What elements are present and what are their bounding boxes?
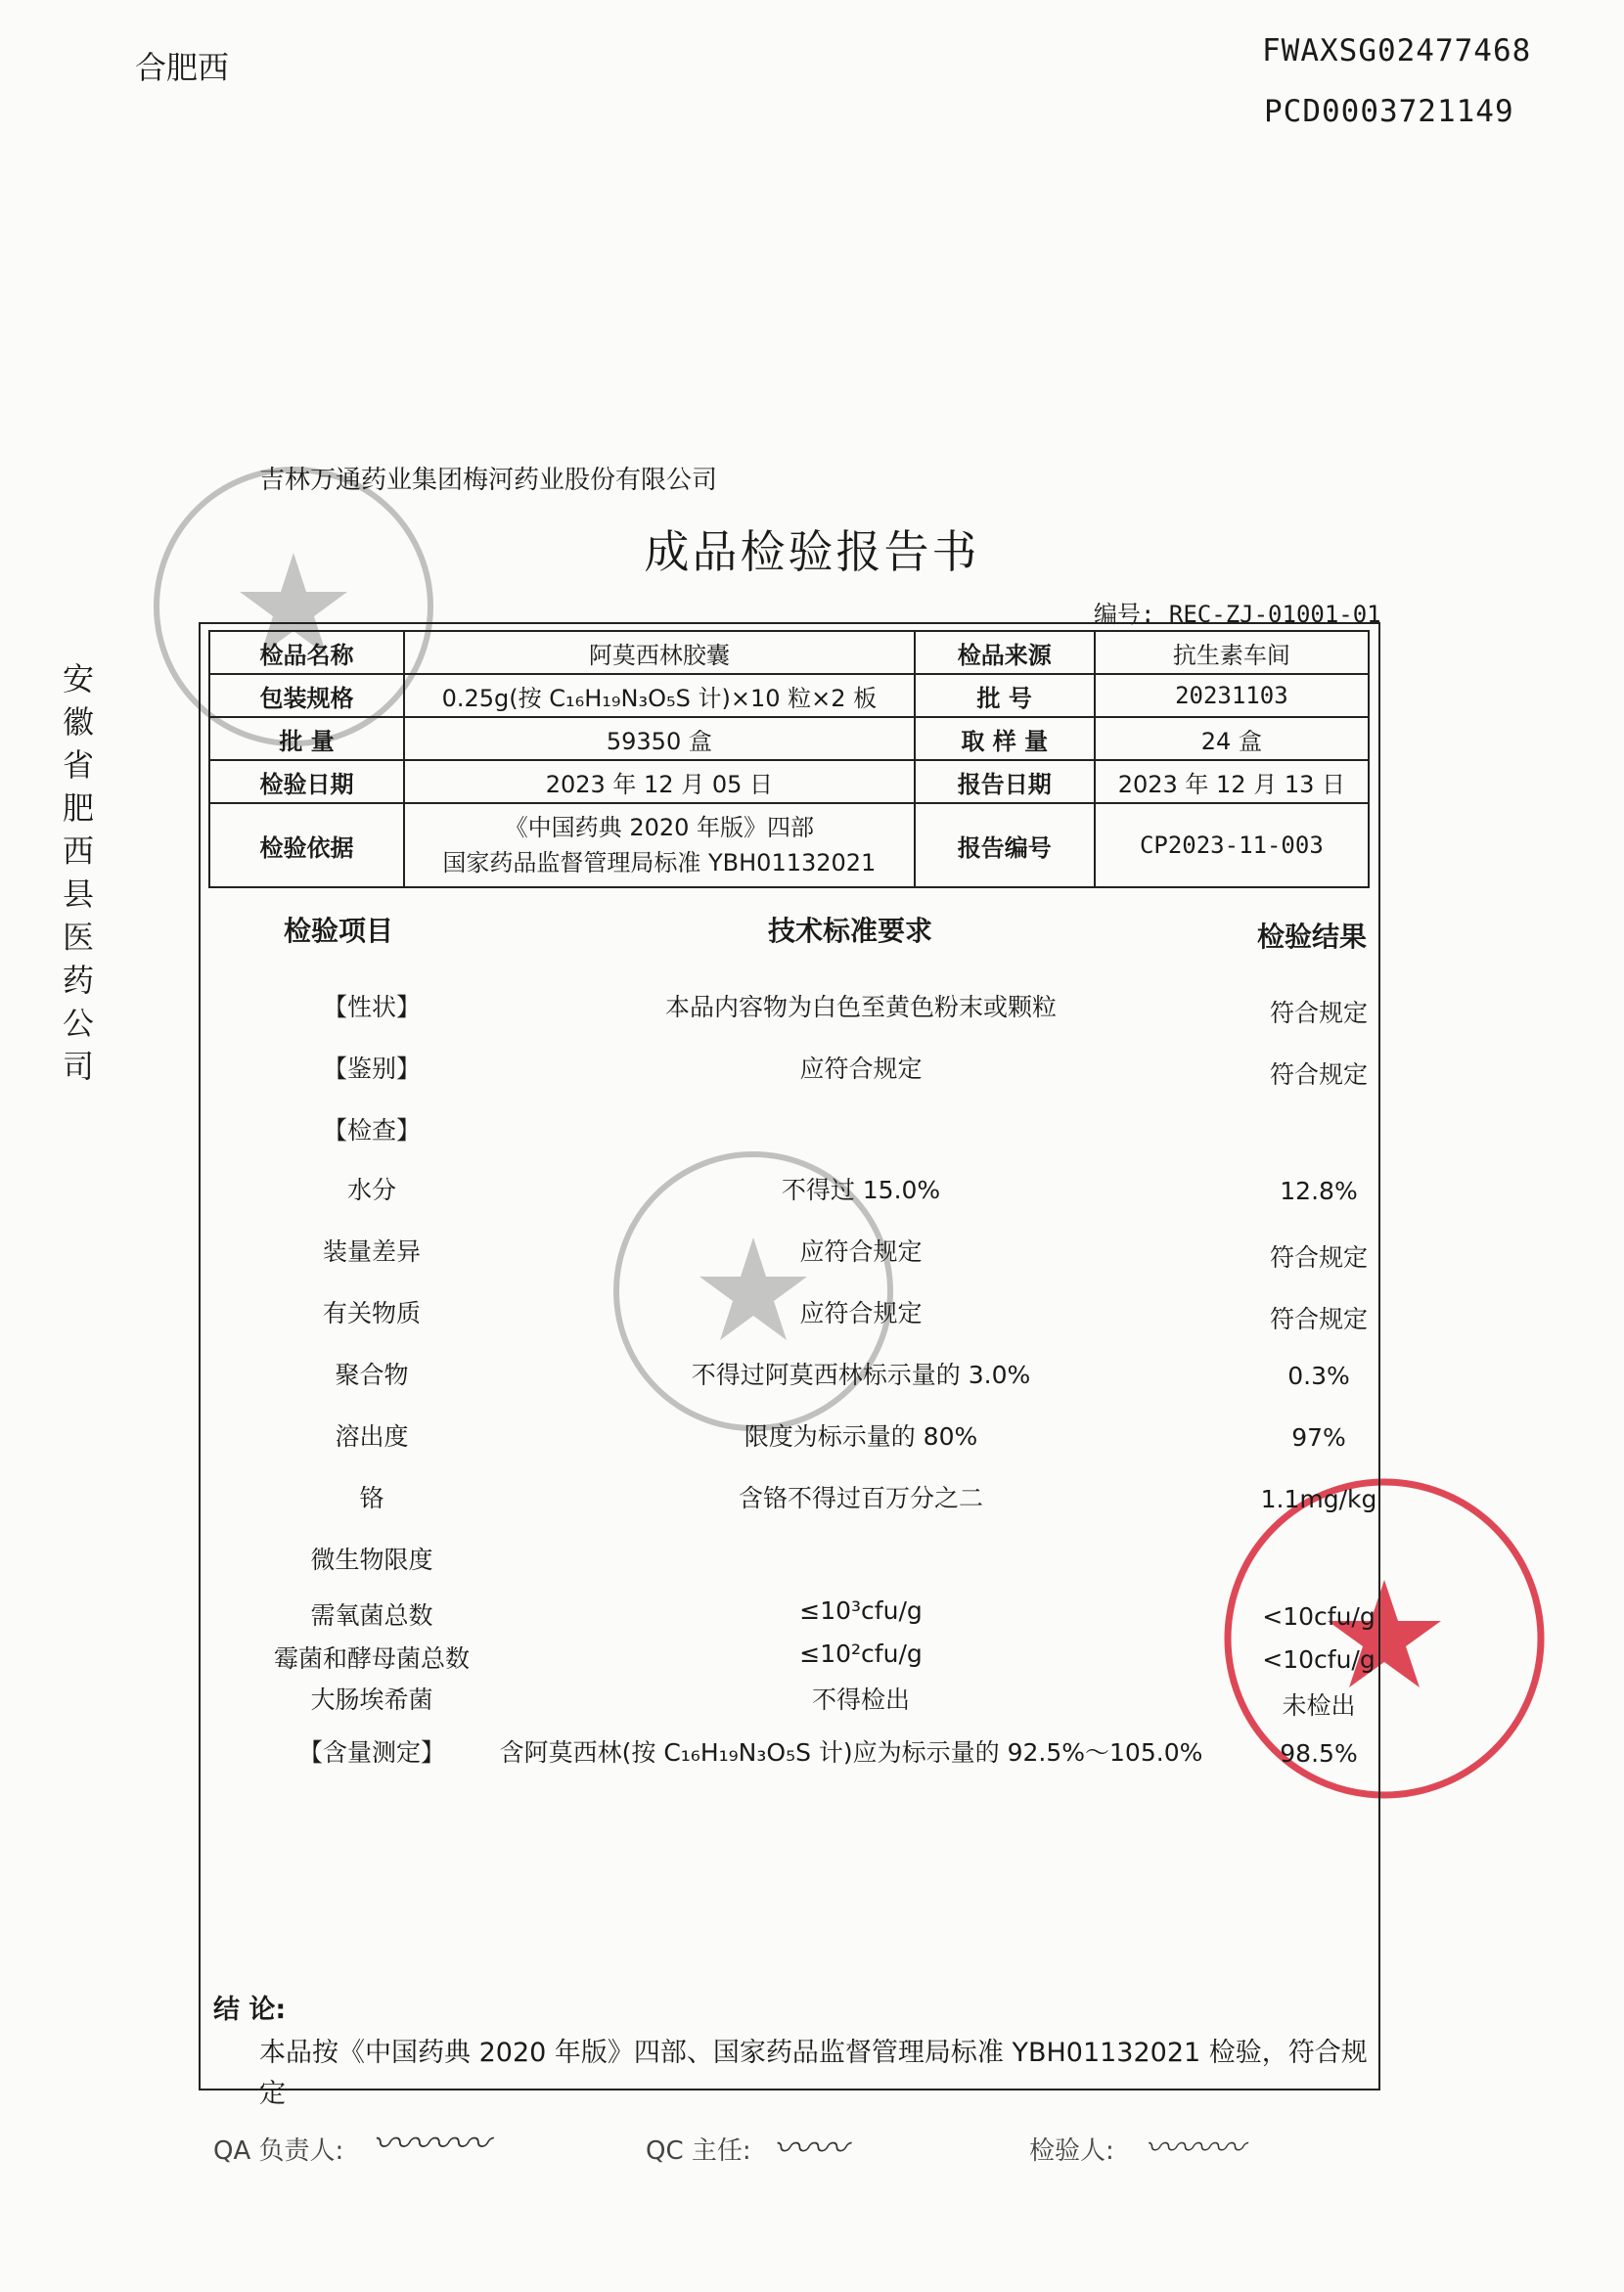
row-item: 【检查】 — [322, 1116, 421, 1145]
row-result: 97% — [1291, 1423, 1346, 1452]
basis-line-2: 国家药品监督管理局标准 YBH01132021 — [442, 849, 877, 876]
spec-value: 0.25g(按 C₁₆H₁₉N₃O₅S 计)×10 粒×2 板 — [404, 674, 915, 717]
sample-label: 取 样 量 — [915, 717, 1095, 760]
product-name-label: 检品名称 — [209, 631, 404, 674]
batch-no-label: 批 号 — [915, 674, 1095, 717]
row-item: 需氧菌总数 — [310, 1601, 433, 1630]
col-header-item: 检验项目 — [284, 915, 394, 947]
row-standard: 本品内容物为白色至黄色粉末或颗粒 — [664, 993, 1057, 1021]
row-result: 1.1mg/kg — [1260, 1485, 1377, 1513]
row-item: 溶出度 — [335, 1422, 409, 1451]
company-name: 吉林万通药业集团梅河药业股份有限公司 — [259, 466, 718, 495]
row-item: 聚合物 — [335, 1361, 409, 1389]
report-no-value: CP2023-11-003 — [1095, 803, 1369, 887]
row-result: 98.5% — [1280, 1739, 1358, 1768]
row-item: 有关物质 — [322, 1299, 421, 1327]
row-standard: 不得过 15.0% — [781, 1176, 941, 1204]
row-standard: 应符合规定 — [799, 1299, 923, 1327]
row-item: 【鉴别】 — [322, 1055, 421, 1083]
row-item: 霉菌和酵母菌总数 — [273, 1644, 470, 1673]
report-date-label: 报告日期 — [915, 760, 1095, 803]
qc-signature: 〰〰 — [773, 2127, 848, 2170]
report-date-value: 2023 年 12 月 13 日 — [1095, 760, 1369, 803]
inspector-label: 检验人: — [1029, 2136, 1114, 2166]
basis-value — [404, 803, 915, 887]
qa-label: QA 负责人: — [213, 2136, 344, 2166]
test-date-label: 检验日期 — [209, 760, 404, 803]
report-title: 成品检验报告书 — [644, 525, 980, 578]
test-date-value: 2023 年 12 月 05 日 — [404, 760, 915, 803]
col-header-standard: 技术标准要求 — [768, 915, 933, 947]
product-name: 阿莫西林胶囊 — [404, 631, 915, 674]
row-item: 水分 — [346, 1176, 396, 1204]
header-code-1: FWAXSG02477468 — [1262, 33, 1532, 68]
row-standard: 含阿莫西林(按 C₁₆H₁₉N₃O₅S 计)应为标示量的 92.5%～105.0% — [499, 1738, 1203, 1767]
row-item: 大肠埃希菌 — [310, 1685, 433, 1714]
row-standard: 含铬不得过百万分之二 — [738, 1484, 983, 1512]
vertical-note: 安徽省肥西县医药公司 — [62, 660, 94, 1085]
row-result: <10cfu/g — [1262, 1645, 1376, 1674]
basis-label: 检验依据 — [209, 803, 404, 887]
inspector-signature: 〰〰〰 — [1145, 2129, 1244, 2168]
qa-signature: 〰〰〰 — [372, 2122, 489, 2167]
batch-qty-label: 批 量 — [209, 717, 404, 760]
row-standard: ≤10²cfu/g — [799, 1640, 923, 1668]
row-standard: 应符合规定 — [799, 1237, 923, 1266]
row-standard: 限度为标示量的 80% — [744, 1422, 978, 1451]
batch-qty-value: 59350 盒 — [404, 717, 915, 760]
info-table — [208, 630, 1370, 888]
row-standard: ≤10³cfu/g — [799, 1596, 923, 1625]
spec-label: 包装规格 — [209, 674, 404, 717]
row-result: 符合规定 — [1269, 1305, 1368, 1333]
conclusion-label: 结 论: — [213, 1995, 287, 2025]
row-standard: 不得检出 — [811, 1685, 910, 1714]
row-result: 12.8% — [1280, 1177, 1358, 1205]
row-item: 装量差异 — [322, 1237, 421, 1266]
header-left-note: 合肥西 — [135, 49, 230, 86]
qc-label: QC 主任: — [646, 2136, 751, 2166]
row-item: 【含量测定】 — [297, 1738, 445, 1767]
row-standard: 应符合规定 — [799, 1055, 923, 1083]
conclusion-text: 本品按《中国药典 2020 年版》四部、国家药品监督管理局标准 YBH01132021 检验，符合规定 — [259, 2038, 1368, 2109]
row-item: 【性状】 — [322, 993, 421, 1021]
source-value: 抗生素车间 — [1095, 631, 1369, 674]
header-code-2: PCD0003721149 — [1264, 94, 1514, 129]
report-no-label: 报告编号 — [915, 803, 1095, 887]
doc-number: 编号: REC-ZJ-01001-01 — [1094, 601, 1381, 628]
row-item: 微生物限度 — [310, 1546, 433, 1574]
row-standard: 不得过阿莫西林标示量的 3.0% — [691, 1361, 1031, 1389]
row-result: 符合规定 — [1269, 999, 1368, 1027]
sample-value: 24 盒 — [1095, 717, 1369, 760]
row-result: 符合规定 — [1269, 1243, 1368, 1272]
row-item: 铬 — [359, 1484, 384, 1512]
row-result: 未检出 — [1282, 1691, 1356, 1720]
col-header-result: 检验结果 — [1257, 921, 1368, 953]
basis-line-1: 《中国药典 2020 年版》四部 — [504, 814, 815, 841]
batch-no-value: 20231103 — [1095, 674, 1369, 717]
row-result: 0.3% — [1287, 1362, 1350, 1390]
source-label: 检品来源 — [915, 631, 1095, 674]
row-result: <10cfu/g — [1262, 1602, 1376, 1631]
row-result: 符合规定 — [1269, 1060, 1368, 1089]
